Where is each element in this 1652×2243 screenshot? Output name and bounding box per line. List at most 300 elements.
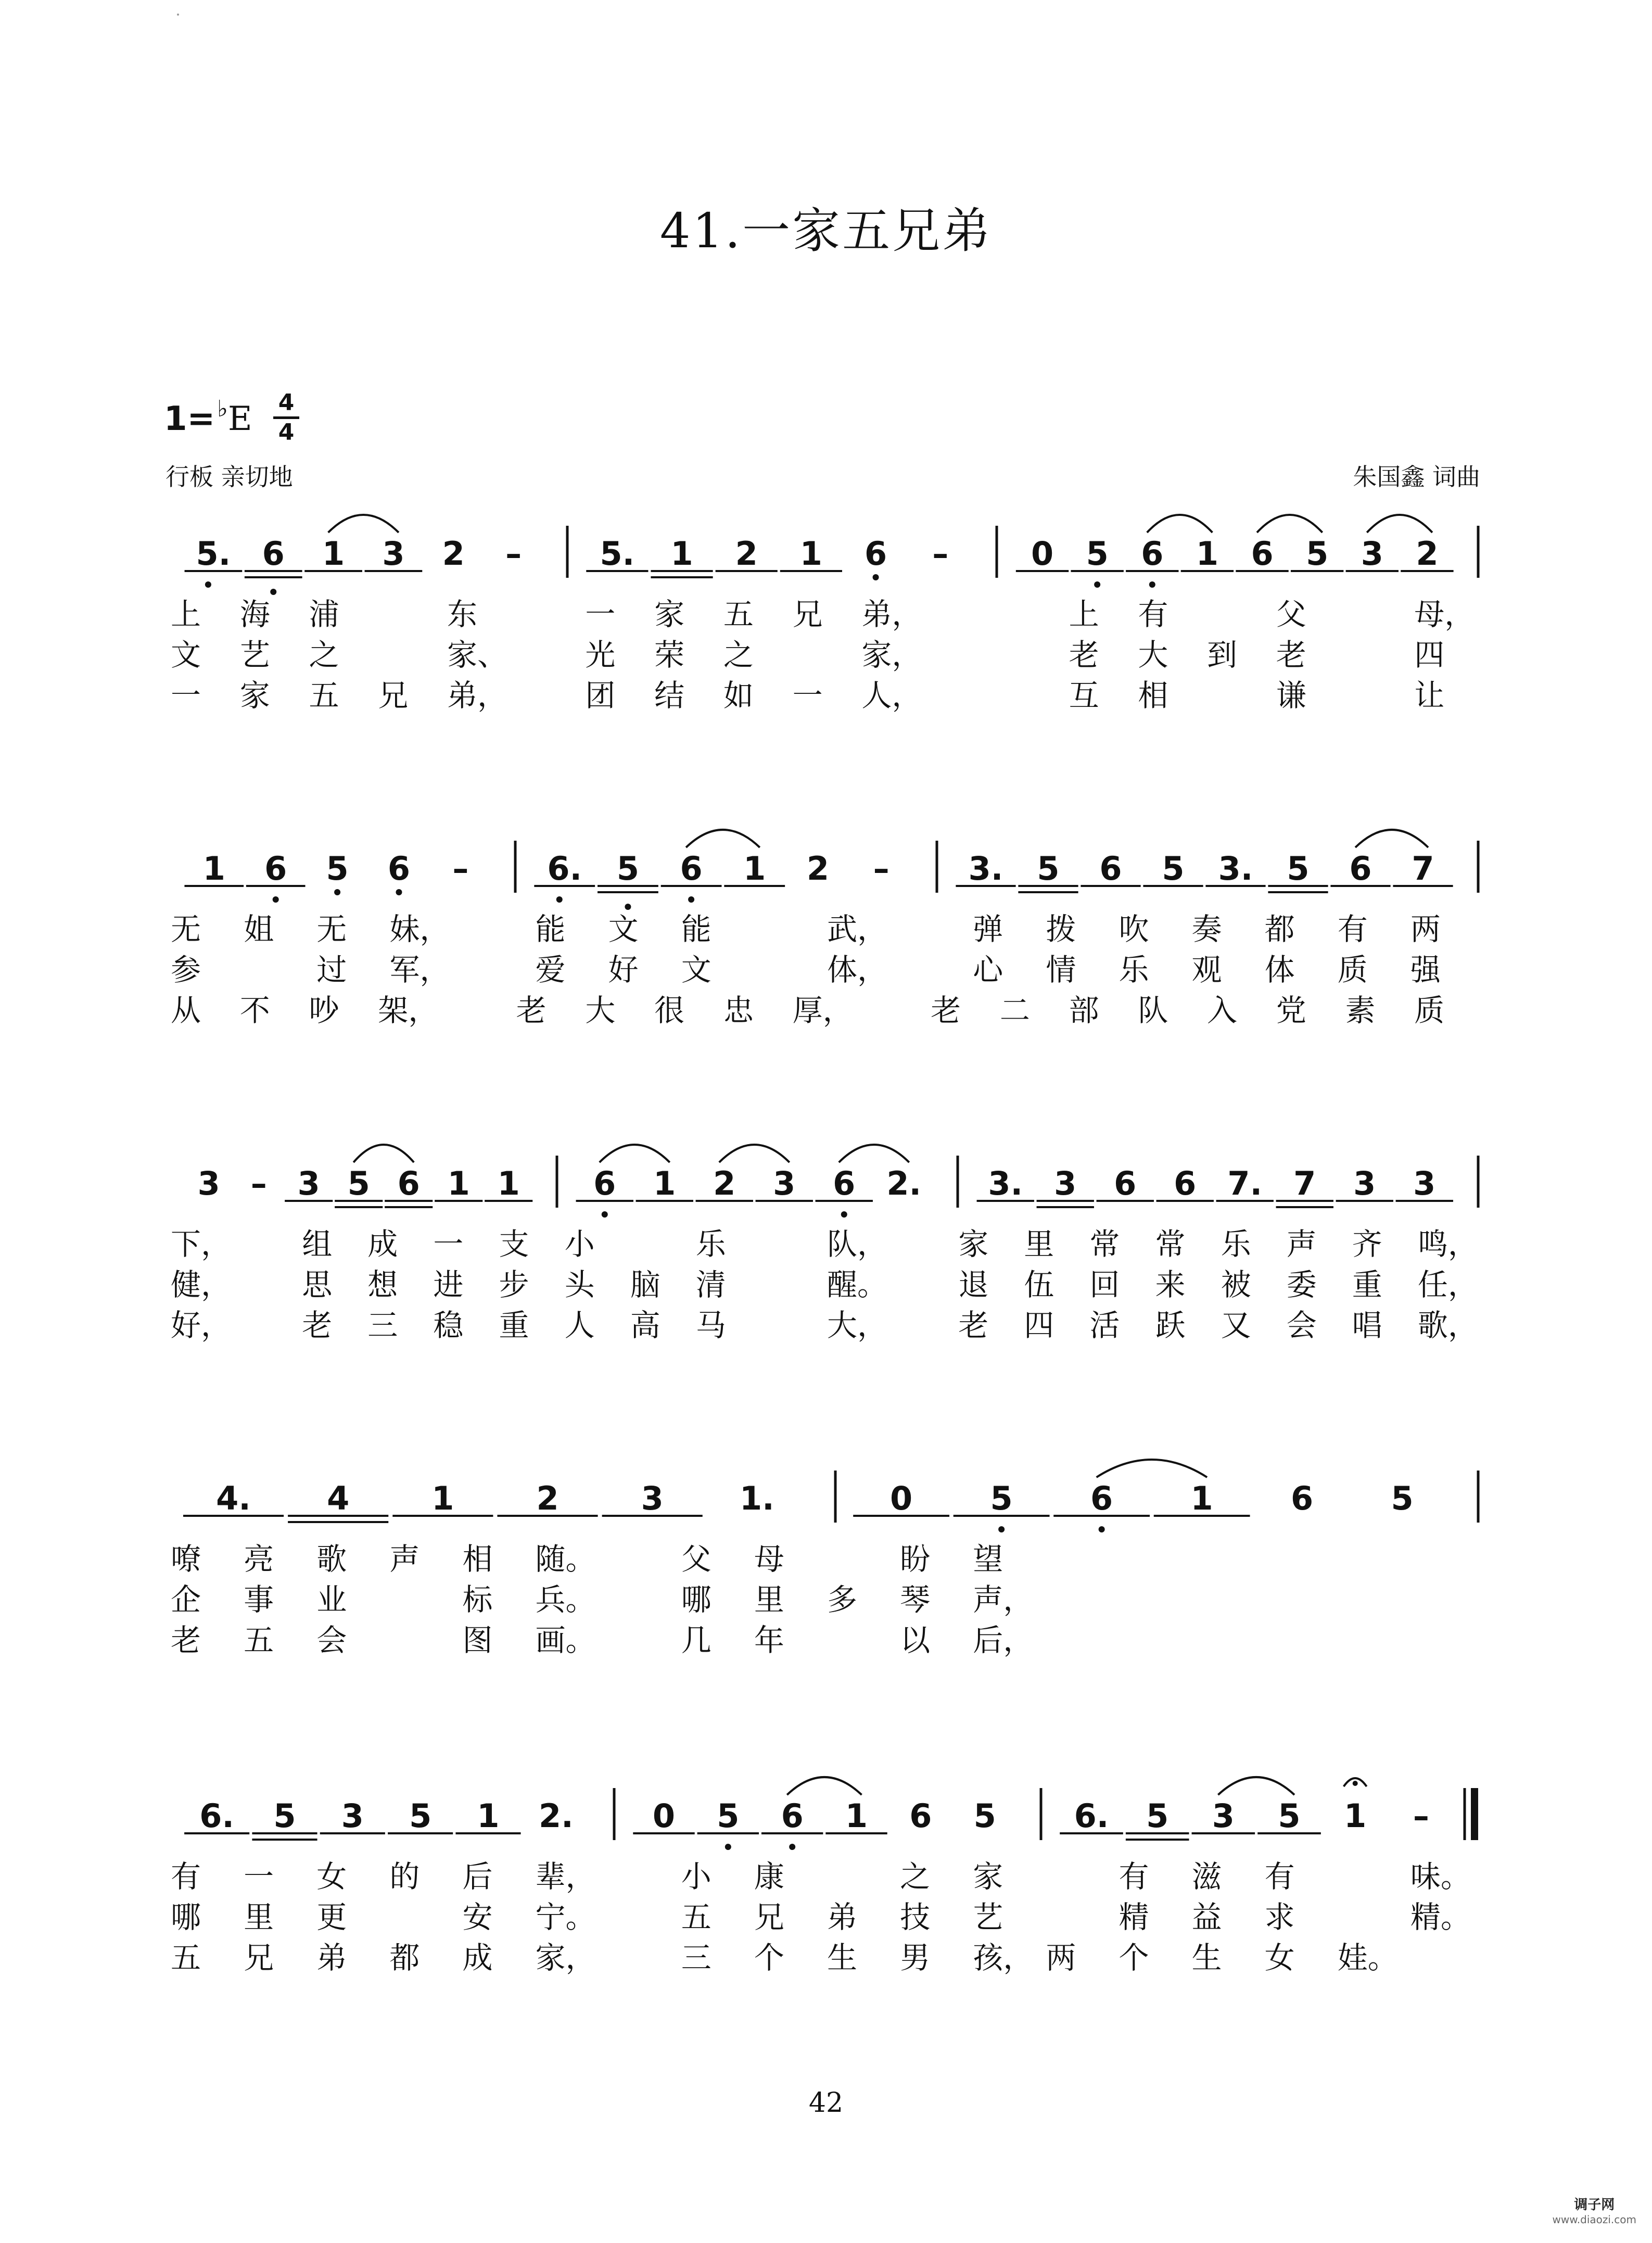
note: 3. [1218, 850, 1253, 888]
lyric-char: 相 [1138, 678, 1168, 713]
note: 5 [1278, 1797, 1301, 1835]
lyric-char: 兄 [378, 678, 409, 713]
lyric-char: 上 [171, 597, 201, 632]
lyric-char: 乐 [695, 1226, 726, 1262]
note: 5 [717, 1797, 740, 1835]
tie-slur [328, 515, 399, 533]
lyric-char: 不 [239, 993, 270, 1028]
lyric-char: 吹 [1119, 911, 1149, 947]
low-octave-dot [1149, 581, 1155, 588]
lyric-char: 声 [389, 1541, 420, 1577]
lyric-char: 高 [630, 1308, 660, 1343]
lyric-char: 退 [958, 1267, 989, 1302]
lyric-char: 以 [900, 1623, 931, 1658]
tie-slur [353, 1145, 414, 1162]
note: 1 [1196, 535, 1218, 573]
low-octave-dot [273, 896, 279, 903]
lyric-char: 无 [171, 911, 201, 947]
note: 1 [497, 1164, 520, 1202]
note: 7. [1227, 1164, 1263, 1202]
lyric-char: 队 [1138, 993, 1168, 1028]
low-octave-dot [396, 889, 402, 895]
tie-slur [719, 1145, 790, 1162]
lyric-char: 兄 [244, 1940, 274, 1975]
note: 6 [833, 1164, 856, 1202]
lyric-char: 里 [1024, 1226, 1054, 1262]
lyric-char: 心 [973, 952, 1003, 987]
lyric-char: 观 [1191, 952, 1222, 987]
lyric-char: 能 [681, 911, 711, 947]
lyric-char: 滋 [1191, 1859, 1222, 1894]
lyric-char: 进 [433, 1267, 464, 1302]
lyric-char: 参 [171, 952, 201, 987]
lyric-char: 四 [1024, 1308, 1054, 1343]
lyric-char: 味。 [1410, 1859, 1471, 1894]
lyric-char: 哪 [681, 1582, 711, 1617]
lyric-char: 父 [681, 1541, 711, 1577]
lyric-char: 浦 [309, 597, 339, 632]
lyric-char: 里 [754, 1582, 784, 1617]
lyric-char: 二 [999, 993, 1030, 1028]
note: 6 [1174, 1164, 1197, 1202]
sustain-dash: – [932, 535, 949, 573]
lyric-char: 重 [499, 1308, 529, 1343]
lyric-char: 健， [171, 1267, 232, 1302]
composer-credit: 朱国鑫 词曲 [1353, 463, 1480, 491]
lyric-char: 清 [695, 1267, 726, 1302]
note: 5 [1162, 850, 1185, 888]
note: 2 [536, 1479, 559, 1517]
note: 3. [968, 850, 1003, 888]
lyric-char: 老 [302, 1308, 333, 1343]
note: 3 [1413, 1164, 1436, 1202]
note: 1 [322, 535, 345, 573]
lyric-char: 姐 [244, 911, 274, 947]
lyric-char: 入 [1207, 993, 1238, 1028]
low-octave-dot [688, 896, 694, 903]
lyric-char: 谦 [1276, 678, 1306, 713]
lyric-char: 稳 [433, 1308, 464, 1343]
note: 3 [297, 1164, 320, 1202]
lyric-char: 后 [462, 1859, 493, 1894]
lyric-char: 娃。 [1337, 1940, 1398, 1975]
lyric-char: 情 [1046, 952, 1076, 987]
lyric-char: 体 [1264, 952, 1295, 987]
lyric-char: 一 [433, 1226, 464, 1262]
lyric-char: 五 [171, 1940, 201, 1975]
lyric-char: 益 [1191, 1899, 1222, 1935]
note: 7 [1412, 850, 1434, 888]
note: 5 [1146, 1797, 1169, 1835]
sustain-dash: – [452, 850, 469, 888]
fermata-dot [1353, 1781, 1358, 1786]
key-prefix: 1= [164, 400, 215, 438]
note: 3. [988, 1164, 1023, 1202]
lyric-char: 母 [754, 1541, 784, 1577]
lyric-char: 老 [171, 1623, 201, 1658]
note: 6 [1090, 1479, 1113, 1517]
tie-slur [686, 830, 760, 847]
tie-slur [787, 1777, 861, 1795]
tie-slur [1218, 1777, 1294, 1795]
note: 2. [886, 1164, 922, 1202]
lyric-char: 好 [608, 952, 639, 987]
lyric-char: 有 [171, 1859, 201, 1894]
lyric-char: 又 [1221, 1308, 1251, 1343]
lyric-char: 头 [564, 1267, 595, 1302]
lyric-char: 步 [499, 1267, 529, 1302]
note: 6 [1141, 535, 1164, 573]
final-barline-thick [1471, 1788, 1478, 1840]
note: 6 [1099, 850, 1122, 888]
lyric-char: 从 [171, 993, 201, 1028]
note: 6 [1251, 535, 1274, 573]
note: 6 [387, 850, 411, 888]
lyric-char: 成 [367, 1226, 398, 1262]
lyric-char: 后， [973, 1623, 1034, 1658]
note: 2 [442, 535, 465, 573]
lyric-char: 声， [973, 1582, 1034, 1617]
lyric-char: 弟 [316, 1940, 347, 1975]
lyric-char: 被 [1221, 1267, 1251, 1302]
note: 1 [743, 850, 766, 888]
lyric-char: 体， [827, 952, 888, 987]
note: 3 [341, 1797, 364, 1835]
watermark-name: 调子网 [1574, 2197, 1615, 2213]
note: 6 [1291, 1479, 1314, 1517]
note: 5 [273, 1797, 296, 1835]
lyric-char: 都 [389, 1940, 420, 1975]
lyric-char: 脑 [630, 1267, 660, 1302]
lyric-char: 让 [1414, 678, 1445, 713]
sustain-dash: – [250, 1164, 267, 1202]
note: 1 [477, 1797, 500, 1835]
note: 7 [1293, 1164, 1316, 1202]
lyric-char: 有 [1264, 1859, 1295, 1894]
note: 3 [1054, 1164, 1077, 1202]
lyric-char: 鸣， [1417, 1226, 1478, 1262]
lyric-char: 来 [1155, 1267, 1186, 1302]
lyric-char: 老 [516, 993, 547, 1028]
lyric-char: 团 [585, 678, 616, 713]
low-octave-dot [205, 581, 211, 588]
note: 1 [799, 535, 822, 573]
note: 3 [382, 535, 405, 573]
low-octave-dot [556, 896, 563, 903]
tie-slur [1097, 1460, 1208, 1477]
lyric-char: 老 [1276, 637, 1306, 673]
note: 5 [326, 850, 349, 888]
low-octave-dot [873, 574, 879, 580]
lyric-char: 如 [723, 678, 754, 713]
tie-slur [839, 1145, 909, 1162]
lyric-char: 结 [654, 678, 685, 713]
note: 1 [1190, 1479, 1213, 1517]
lyric-char: 文 [608, 911, 639, 947]
lyric-char: 之 [723, 637, 754, 673]
lyric-char: 大， [827, 1308, 888, 1343]
lyric-char: 生 [1191, 1940, 1222, 1975]
lyric-char: 家， [535, 1940, 596, 1975]
lyric-char: 孩， [973, 1940, 1034, 1975]
low-octave-dot [725, 1844, 731, 1850]
lyric-char: 弟， [861, 597, 922, 632]
lyric-char: 里 [244, 1899, 274, 1935]
lyric-char: 歌， [1417, 1308, 1478, 1343]
lyric-char: 常 [1089, 1226, 1120, 1262]
note: 5 [1086, 535, 1109, 573]
lyric-char: 弟 [827, 1899, 858, 1935]
lyric-char: 醒。 [827, 1267, 888, 1302]
lyric-char: 拨 [1046, 911, 1076, 947]
lyric-char: 东 [447, 597, 477, 632]
lyric-char: 上 [1069, 597, 1099, 632]
lyric-char: 爱 [535, 952, 566, 987]
lyric-char: 成 [462, 1940, 493, 1975]
lyric-char: 架， [378, 993, 439, 1028]
note: 6 [781, 1797, 804, 1835]
note: 5 [1306, 535, 1329, 573]
lyric-char: 画。 [535, 1623, 596, 1658]
lyric-char: 声 [1286, 1226, 1317, 1262]
note: 6 [593, 1164, 616, 1202]
lyric-char: 光 [585, 637, 616, 673]
lyric-char: 两 [1410, 911, 1441, 947]
lyric-char: 党 [1276, 993, 1306, 1028]
lyric-char: 哪 [171, 1899, 201, 1935]
lyric-char: 齐 [1352, 1226, 1382, 1262]
lyric-char: 图 [462, 1623, 493, 1658]
lyric-char: 部 [1069, 993, 1099, 1028]
lyric-char: 军， [389, 952, 450, 987]
lyric-char: 盼 [900, 1541, 931, 1577]
lyric-char: 队， [827, 1226, 888, 1262]
note: 5. [600, 535, 635, 573]
lyric-char: 求 [1264, 1899, 1295, 1935]
lyric-char: 五 [723, 597, 754, 632]
note: 1 [845, 1797, 868, 1835]
lyric-char: 技 [900, 1899, 931, 1935]
lyric-char: 忠 [723, 993, 754, 1028]
lyric-char: 都 [1264, 911, 1295, 947]
lyric-char: 活 [1089, 1308, 1120, 1343]
note: 0 [890, 1479, 913, 1517]
lyric-char: 很 [654, 993, 685, 1028]
lyric-char: 更 [316, 1899, 347, 1935]
flat-sign: ♭ [217, 396, 228, 422]
lyric-char: 随。 [535, 1541, 596, 1577]
note: 5 [1391, 1479, 1414, 1517]
lyric-char: 兵。 [535, 1582, 596, 1617]
lyric-char: 年 [754, 1623, 784, 1658]
note: 1 [447, 1164, 470, 1202]
lyric-char: 小 [564, 1226, 595, 1262]
lyric-char: 过 [316, 952, 347, 987]
lyric-char: 互 [1069, 678, 1099, 713]
lyric-char: 文 [171, 637, 201, 673]
note: 5 [409, 1797, 432, 1835]
tie-slur [1257, 515, 1323, 533]
note: 1 [202, 850, 225, 888]
note: 5 [1037, 850, 1060, 888]
lyric-char: 一 [792, 678, 823, 713]
tie-slur [600, 1145, 670, 1162]
lyric-char: 乐 [1221, 1226, 1251, 1262]
lyric-char: 的 [389, 1859, 420, 1894]
lyric-char: 吵 [309, 993, 339, 1028]
lyric-char: 老 [931, 993, 961, 1028]
watermark-url: www.diaozi.com [1552, 2213, 1636, 2226]
lyric-char: 母， [1414, 597, 1475, 632]
low-octave-dot [1094, 581, 1100, 588]
low-octave-dot [789, 1844, 795, 1850]
note: 4. [216, 1479, 251, 1517]
low-octave-dot [998, 1526, 1005, 1532]
lyric-char: 宁。 [535, 1899, 596, 1935]
lyric-char: 小 [681, 1859, 711, 1894]
lyric-char: 一 [244, 1859, 274, 1894]
lyric-char: 个 [1119, 1940, 1149, 1975]
lyric-char: 辈， [535, 1859, 596, 1894]
lyric-char: 弟， [447, 678, 507, 713]
note: 5 [616, 850, 639, 888]
lyric-char: 海 [239, 597, 270, 632]
note: 1. [740, 1479, 774, 1517]
lyric-char: 强 [1410, 952, 1441, 987]
lyric-char: 精 [1119, 1899, 1149, 1935]
lyric-char: 三 [681, 1940, 711, 1975]
note: 0 [652, 1797, 676, 1835]
lyric-char: 伍 [1024, 1267, 1054, 1302]
tempo-marking: 行板 亲切地 [166, 463, 293, 491]
lyric-char: 望 [973, 1541, 1003, 1577]
lyric-char: 人， [861, 678, 922, 713]
song-title: 41.一家五兄弟 [659, 203, 993, 259]
lyric-char: 个 [754, 1940, 784, 1975]
lyric-char: 家 [654, 597, 685, 632]
lyric-char: 事 [244, 1582, 274, 1617]
lyric-char: 之 [309, 637, 339, 673]
note: 6 [1349, 850, 1372, 888]
note: 3 [773, 1164, 796, 1202]
lyric-char: 一 [585, 597, 616, 632]
site-watermark [1553, 2194, 1636, 2226]
note: 0 [1031, 535, 1054, 573]
note: 1 [1344, 1797, 1367, 1835]
tie-slur [1367, 515, 1432, 533]
note: 6 [264, 850, 287, 888]
note: 6. [1074, 1797, 1109, 1835]
sustain-dash: – [505, 535, 522, 573]
lyric-char: 老 [958, 1308, 989, 1343]
lyric-char: 厚， [792, 993, 853, 1028]
note: 2. [538, 1797, 574, 1835]
lyric-char: 乐 [1119, 952, 1149, 987]
lyric-char: 质 [1337, 952, 1368, 987]
lyric-char: 琴 [900, 1582, 931, 1617]
low-octave-dot [625, 904, 631, 910]
lyric-char: 四 [1414, 637, 1445, 673]
note: 5. [196, 535, 231, 573]
lyric-char: 质 [1414, 993, 1445, 1028]
lyric-char: 五 [244, 1623, 274, 1658]
lyric-char: 有 [1138, 597, 1168, 632]
lyric-char: 会 [316, 1623, 347, 1658]
lyric-char: 相 [462, 1541, 493, 1577]
lyric-char: 马 [695, 1308, 726, 1343]
note: 5 [1287, 850, 1310, 888]
note: 3 [1212, 1797, 1235, 1835]
lyric-char: 唱 [1352, 1308, 1382, 1343]
note: 2 [735, 535, 758, 573]
sustain-dash: – [873, 850, 889, 888]
lyric-char: 无 [316, 911, 347, 947]
lyric-char: 男 [900, 1940, 931, 1975]
lyric-char: 父 [1276, 597, 1306, 632]
page-number: 42 [808, 2087, 844, 2119]
lyric-char: 会 [1286, 1308, 1317, 1343]
lyric-char: 文 [681, 952, 711, 987]
lyric-char: 奏 [1191, 911, 1222, 947]
time-signature-top: 4 [278, 389, 295, 416]
lyric-char: 艺 [973, 1899, 1003, 1935]
note: 6. [547, 850, 582, 888]
lyric-char: 组 [302, 1226, 333, 1262]
lyric-char: 五 [309, 678, 339, 713]
lyric-char: 能 [535, 911, 566, 947]
sustain-dash: – [1413, 1797, 1429, 1835]
lyric-char: 女 [316, 1859, 347, 1894]
note: 2 [1416, 535, 1439, 573]
note: 5 [347, 1164, 370, 1202]
lyric-char: 三 [367, 1308, 398, 1343]
lyric-char: 荣 [654, 637, 685, 673]
note: 2 [713, 1164, 736, 1202]
lyric-char: 企 [171, 1582, 201, 1617]
note: 6 [1114, 1164, 1137, 1202]
note: 1 [653, 1164, 676, 1202]
lyric-char: 家， [861, 637, 922, 673]
lyric-char: 大 [585, 993, 616, 1028]
lyric-char: 想 [367, 1267, 398, 1302]
note: 3 [197, 1164, 220, 1202]
lyric-char: 女 [1264, 1940, 1295, 1975]
note: 6 [680, 850, 703, 888]
lyric-char: 标 [462, 1582, 493, 1617]
lyric-char: 大 [1138, 637, 1168, 673]
lyric-char: 到 [1207, 637, 1238, 673]
lyric-char: 有 [1119, 1859, 1149, 1894]
lyric-char: 家 [239, 678, 270, 713]
note: 6 [864, 535, 887, 573]
note: 3 [1353, 1164, 1376, 1202]
lyric-char: 兄 [792, 597, 823, 632]
lyric-char: 人 [564, 1308, 595, 1343]
note: 6. [199, 1797, 235, 1835]
tie-slur [1355, 830, 1428, 847]
low-octave-dot [602, 1211, 608, 1218]
lyric-char: 武， [827, 911, 888, 947]
lyric-char: 跃 [1155, 1308, 1186, 1343]
note: 4 [327, 1479, 350, 1517]
lyric-char: 素 [1345, 993, 1376, 1028]
lyric-char: 嘹 [171, 1541, 201, 1577]
lyric-char: 业 [316, 1582, 347, 1617]
note: 1 [670, 535, 693, 573]
note: 6 [909, 1797, 932, 1835]
lyric-char: 两 [1046, 1940, 1076, 1975]
lyric-char: 任， [1417, 1267, 1478, 1302]
